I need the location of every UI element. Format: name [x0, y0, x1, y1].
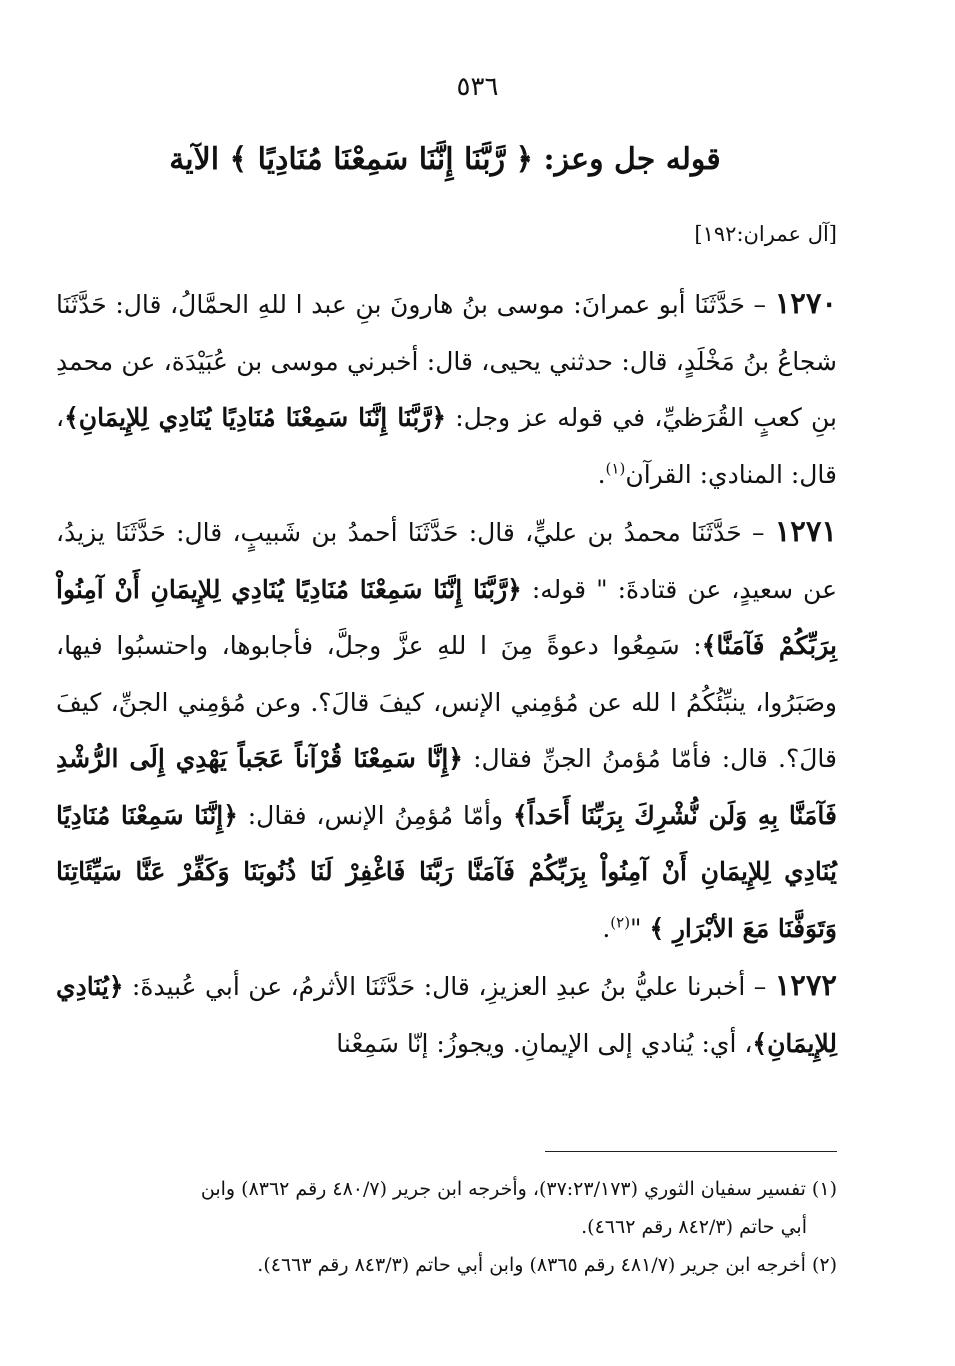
paragraph-end: . [602, 913, 611, 943]
hadith-paragraph [56, 503, 837, 957]
narration-text: وأمّا مُؤمِنُ الإنس، فقال: [237, 800, 513, 830]
footnote-1: (١) تفسير سفيان الثوري (٣٧:٢٣/١٧٣)، وأخرجه ابن جرير (٤٨٠/٧ رقم ٨٣٦٢) وابن [200, 1178, 837, 1200]
hadith-number: ١٢٧٠ [774, 286, 837, 320]
section-heading [120, 142, 770, 177]
narration-text: – حَدَّثَنَا أبو عمرانَ: موسى بنُ هارونَ بنِ عبد ا للهِ الحمَّالُ، قال: حَدَّثَنَا شجاعُ بنُ مَخْلَدٍ، قال: حدثني يحيى، قال: أخبرني موسى بن عُبَيْدَة، عن محمدِ بنِ كعبٍ القُرَظيِّ، في قوله عز وجل: [56, 290, 837, 432]
surah-reference: [آل عمران:١٩٢] [694, 222, 837, 246]
narration-text: ، قال: المنادي: القرآن [56, 403, 837, 489]
narration-text: ، أي: يُنادي إلى الإيمانِ. ويجوزُ: إنّا سَمِعْنا [336, 1028, 753, 1058]
narration-text: – أخبرنا عليُّ بنُ عبدِ العزيزِ، قال: حَدَّثَنَا الأثرمُ، عن أبي عُبيدةَ: [123, 972, 775, 1001]
narration-text: – حَدَّثَنَا محمدُ بن عليٍّ، قال: حَدَّثَنَا أحمدُ بن شَبيبٍ، قال: حَدَّثَنَا يزيدُ، عن سعيدٍ، عن قتادةَ: " قوله: [56, 518, 837, 604]
hadith-number: ١٢٧٢ [774, 968, 837, 1002]
quran-verse: ﴿رَّبَّنَا إِنَّنَا سَمِعْنَا مُنَادِيًا يُنَادِي لِلإِيمَانِ﴾ [64, 403, 447, 432]
paragraph-end: . [597, 459, 606, 489]
quran-verse: ﴿يُنَادِي لِلإِيمَانِ﴾ [56, 972, 837, 1058]
heading-verse: ﴿ رَّبَّنَا إِنَّنَا سَمِعْنَا مُنَادِيًا ﴾ [229, 142, 534, 177]
footnote-divider [545, 1151, 837, 1152]
narration-text: : سَمِعُوا دعوةً مِنَ ا للهِ عزَّ وجلَّ، فأجابوها، واحتسبُوا فيها، وصَبَرُوا، ينبِّئُكُمُ ا لله عن مُؤمِني الإنس، كيفَ قالَ؟. وعن مُؤمِني الجنِّ، كيفَ قالَ؟. قال: فأمّا مُؤمنُ الجنِّ فقال: [56, 631, 837, 773]
heading-suffix: الآية [169, 142, 230, 177]
narration-text: " [630, 913, 650, 943]
hadith-number: ١٢٧١ [774, 514, 837, 548]
page-number: ٥٣٦ [456, 72, 499, 102]
footnote-marker: (١) [605, 459, 626, 478]
footnote-1-continuation: أبي حاتم (٨٤٢/٣ رقم ٤٦٦٢). [581, 1216, 807, 1238]
hadith-paragraph [56, 275, 837, 503]
footnotes [60, 1170, 837, 1284]
hadith-paragraph [56, 957, 837, 1072]
footnote-2: (٢) أخرجه ابن جرير (٤٨١/٧ رقم ٨٣٦٥) وابن أبي حاتم (٨٤٣/٣ رقم ٤٦٦٣). [257, 1254, 837, 1276]
quran-verse: ﴿إِنَّنَا سَمِعْنَا مُنَادِيًا يُنَادِي لِلإِيمَانِ أَنْ آمِنُواْ بِرَبِّكُمْ فَآمَنَّا رَبَّنَا فَاغْفِرْ لَنَا ذُنُوبَنَا وَكَفِّرْ عَنَّا سَيِّئَاتِنَا وَتَوَفَّنَا مَعَ الأبْرَارِ ﴾ [56, 800, 837, 943]
heading-prefix: قوله جل وعز: [533, 142, 721, 177]
quran-verse: ﴿رَّبَّنَا إِنَّنَا سَمِعْنَا مُنَادِيًا يُنَادِي لِلإِيمَانِ أَنْ آمِنُواْ بِرَبِّكُمْ فَآمَنَّا﴾ [56, 574, 837, 660]
footnote-marker: (٢) [610, 913, 631, 932]
quran-verse: ﴿إِنَّا سَمِعْنَا قُرْآناً عَجَباً يَهْدِي إِلَى الرُّشْدِ فَآمَنَّا بِهِ وَلَن نُّشْرِكَ بِرَبِّنَا أَحَداً﴾ [56, 744, 837, 830]
body-text [56, 275, 837, 1072]
